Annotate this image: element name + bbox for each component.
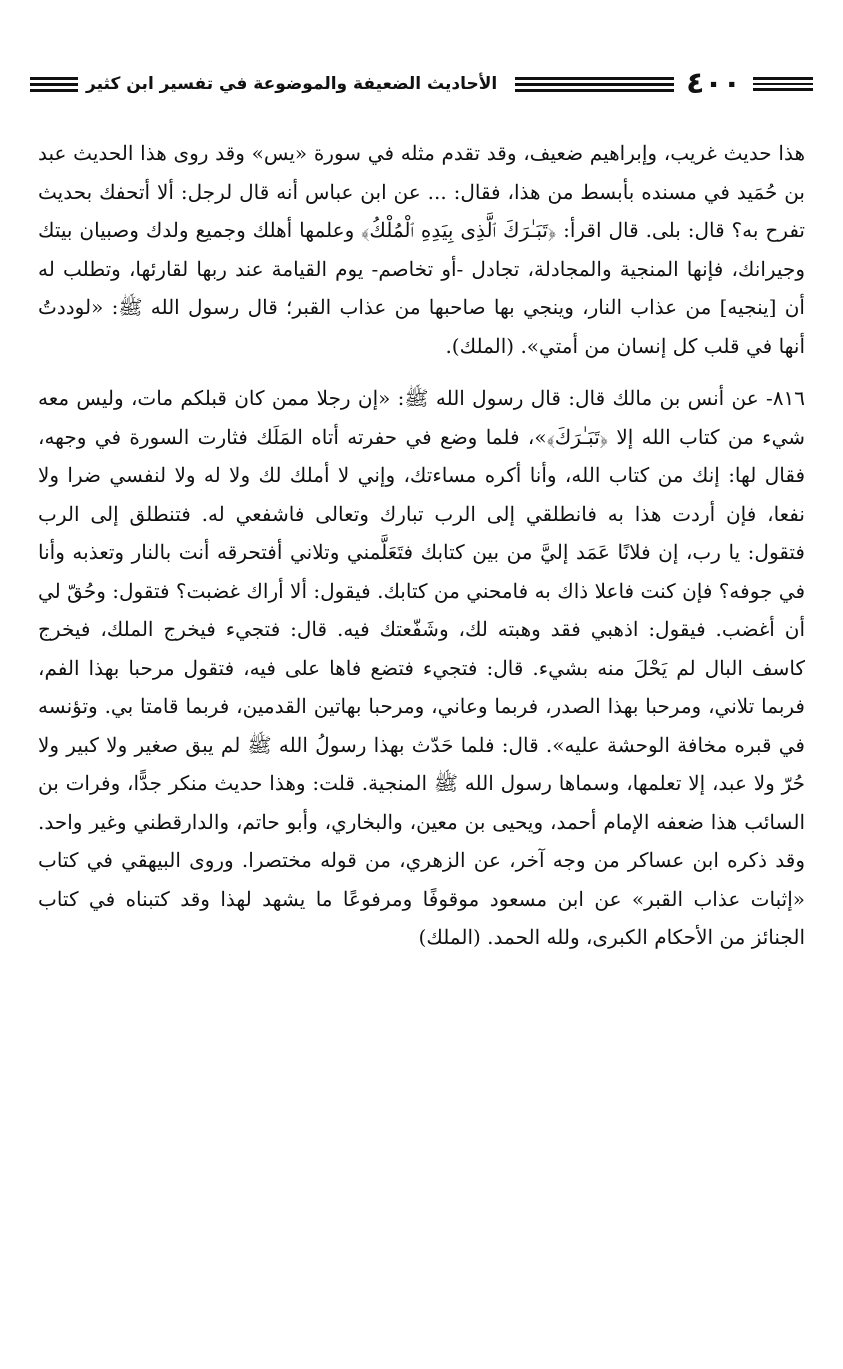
paragraph-text: هذا حديث غريب، وإبراهيم ضعيف، وقد تقدم مثله في سورة «يس» وقد روى هذا الحديث عبد بن حُمَيد في مسنده بأبسط من هذا، فقال: ... عن ابن عباس أنه قال لرجل: ألا أتحفك بحديث تفرح به؟ قال: بلى. قال اقرأ: ﴿تَبَـٰرَكَ ٱلَّذِى بِيَدِهِ ٱلْمُلْكُ﴾ وعلمها أهلك وجميع ولدك وصبيان بيتك وجيرانك، فإنها المنجية والمجادلة، تجادل -أو تخاصم- يوم القيامة عند ربها لقارئها، وتطلب له أن [ينجيه] من عذاب النار، وينجي بها صاحبها من عذاب القبر؛ قال رسول الله ﷺ: «لوددتُ أنها في قلب كل إنسان من أمتي». (الملك). <box>38 141 806 358</box>
header-ornament-rule-left <box>30 77 78 92</box>
page-header <box>30 62 813 106</box>
running-title: الأحاديث الضعيفة والموضوعة في تفسير ابن كثير <box>86 74 498 94</box>
page-number: ٤٠٠ <box>686 66 741 101</box>
paragraph-1 <box>38 134 805 365</box>
header-ornament-rule-middle <box>515 77 674 92</box>
page-body <box>38 134 805 957</box>
paragraph-text: عن أنس بن مالك قال: قال رسول الله ﷺ: «إن رجلا ممن كان قبلكم مات، وليس معه شيء من كتاب الله إلا ﴿تَبَـٰرَكَ﴾»، فلما وضع في حفرته أتاه المَلَك فثارت السورة في وجهه، فقال لها: إنك من كتاب الله، وأنا أكره مساءتك، وإني لا أملك لك ولا له ولا لنفسي ضرا ولا نفعا، فإن أردت هذا به فانطلقي إلى الرب تبارك وتعالى فاشفعي له. فتنطلق إلى الرب فتقول: يا رب، إن فلانًا عَمَد إليَّ من بين كتابك فتَعَلَّمني وتلاني أفتحرقه أنت بالنار وتعذبه وأنا في جوفه؟ فإن كنت فاعلا ذاك به فامحني من كتابك. فيقول: ألا أراك غضبت؟ فتقول: وحُقّ لي أن أغضب. فيقول: اذهبي فقد وهبته لك، وشَفّعتك فيه. قال: فتجيء فيخرج الملك، فيخرج كاسف البال لم يَحْلَ منه بشيء. قال: فتجيء فتضع فاها على فيه، فتقول مرحبا بهذا الفم، فربما تلاني، ومرحبا بهذا الصدر، فربما وعاني، ومرحبا بهاتين القدمين، فربما قامتا بي. وتؤنسه في قبره مخافة الوحشة عليه». قال: فلما حَدّث بهذا رسولُ الله ﷺ لم يبق صغير ولا كبير ولا حُرّ ولا عبد، إلا تعلمها، وسماها رسول الله ﷺ المنجية. قلت: وهذا حديث منكر جدًّا، وفرات بن السائب هذا ضعفه الإمام أحمد، ويحيى بن معين، والبخاري، وأبو حاتم، والدارقطني وغير واحد. وقد ذكره ابن عساكر من وجه آخر، عن الزهري، من قوله مختصرا. وروى البيهقي في كتاب «إثبات عذاب القبر» عن ابن مسعود موقوفًا ومرفوعًا ما يشهد لهذا وقد كتبناه في كتاب الجنائز من الأحكام الكبرى، ولله الحمد. (الملك) <box>38 386 806 949</box>
hadith-816 <box>38 379 805 957</box>
header-ornament-rule-right <box>753 77 813 91</box>
hadith-number: ٨١٦- <box>766 386 805 410</box>
